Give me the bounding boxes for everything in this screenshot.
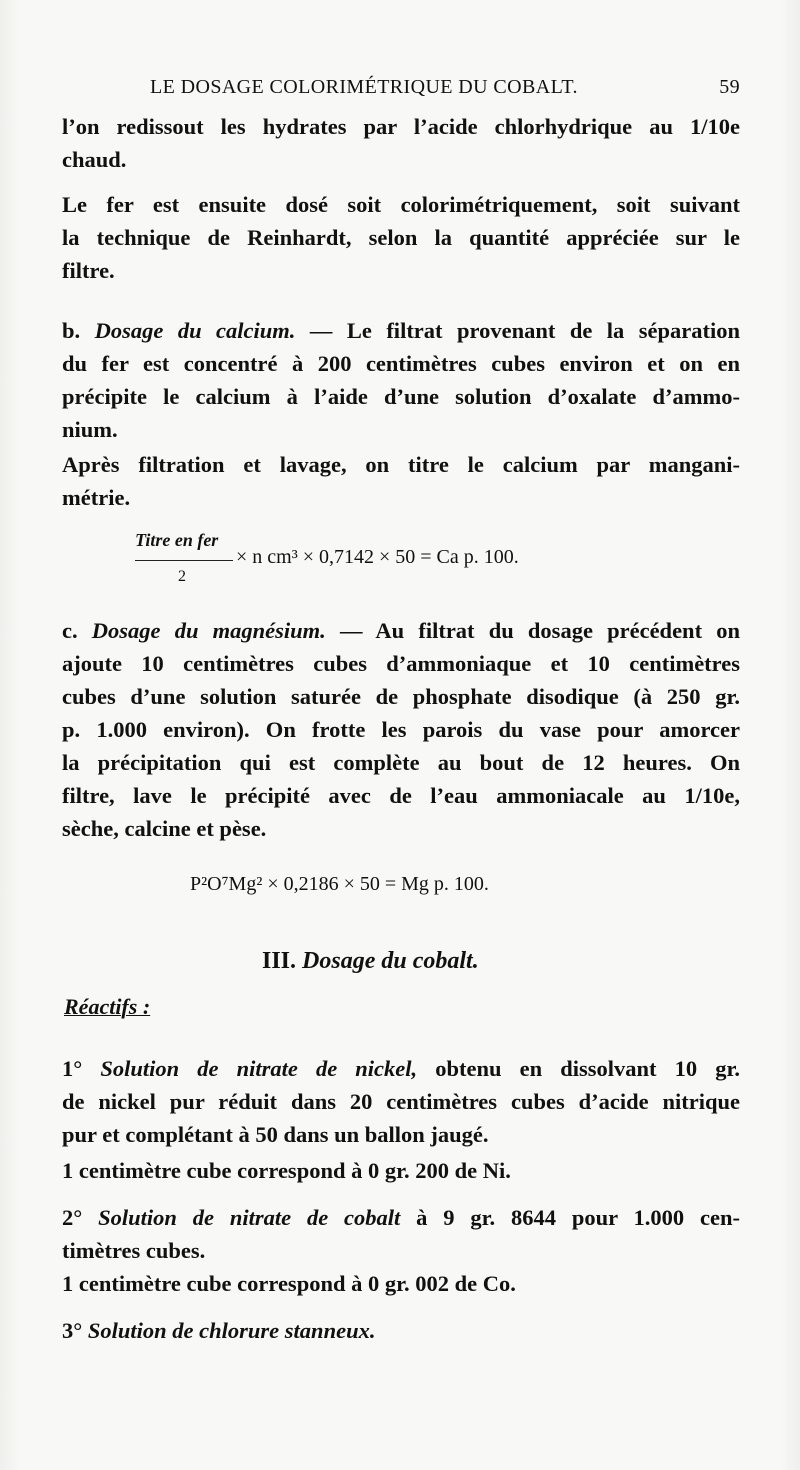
text-line: timètres cubes. [62,1238,206,1263]
text-line: la précipitation qui est complète au bout de 12 heures. On [62,750,740,775]
text-line: nium. [62,417,118,442]
paragraph-heading-line [62,616,740,646]
text-line: filtre, lave le précipité avec de l’eau ammoniacale au 1/10e, [62,783,740,808]
text-line: la technique de Reinhardt, selon la quantité appréciée sur le [62,225,740,250]
text-run: — Au filtrat du dosage précédent on [339,618,740,643]
text-line: de nickel pur réduit dans 20 centimètres cubes d’acide nitrique [62,1089,740,1114]
text-line: ajoute 10 centimètres cubes d’ammoniaque et 10 centimètres [62,651,740,676]
formula-numerator: Titre en fer [135,530,219,550]
magnesium-formula: P²O⁷Mg² × 0,2186 × 50 = Mg p. 100. [190,873,489,895]
section-number: III. [262,948,297,974]
item-label: c. [62,618,78,643]
item-label: 3° [62,1318,83,1343]
subsection-heading: Dosage du magnésium. [91,618,326,643]
subsection-heading: Dosage du calcium. [94,318,296,343]
paragraph-heading-line [62,316,740,346]
fraction-bar [135,560,233,561]
section-heading: Dosage du cobalt. [302,948,479,974]
paragraph-heading-line [62,1203,740,1233]
section-title [262,948,479,975]
text-run: obtenu en dissolvant 10 gr. [435,1056,741,1081]
reagent-heading: Solution de nitrate de nickel, [100,1056,418,1081]
reagent-heading: Solution de chlorure stanneux. [87,1318,376,1343]
paragraph-heading-line [62,1316,740,1346]
text-line: chaud. [62,147,127,172]
calcium-formula: × n cm³ × 0,7142 × 50 = Ca p. 100. [236,546,519,568]
text-line: cubes d’une solution saturée de phosphate disodique (à 250 gr. [62,684,740,709]
text-line: du fer est concentré à 200 centimètres cubes environ et on en [62,351,740,376]
text-line: Après filtration et lavage, on titre le calcium par mangani- [62,452,740,477]
text-run: — Le filtrat provenant de la séparation [309,318,741,343]
item-label: b. [62,318,81,343]
text-line: précipite le calcium à l’aide d’une solution d’oxalate d’ammo- [62,384,740,409]
running-title: LE DOSAGE COLORIMÉTRIQUE DU COBALT. [150,76,578,98]
page-number: 59 [719,76,740,98]
text-run: à 9 gr. 8644 pour 1.000 cen- [416,1205,740,1230]
text-line: Le fer est ensuite dosé soit colorimétriquement, soit suivant [62,192,740,217]
paragraph-heading-line [62,1054,740,1084]
text-line: 1 centimètre cube correspond à 0 gr. 200 de Ni. [62,1158,511,1183]
text-line: métrie. [62,485,131,510]
text-line: 1 centimètre cube correspond à 0 gr. 002 de Co. [62,1271,516,1296]
text-line: pur et complétant à 50 dans un ballon jaugé. [62,1122,489,1147]
item-label: 1° [62,1056,83,1081]
formula-denominator: 2 [178,568,186,585]
text-line: filtre. [62,258,115,283]
text-line: sèche, calcine et pèse. [62,816,267,841]
text-line: l’on redissout les hydrates par l’acide chlorhydrique au 1/10e [62,114,740,139]
page-header [130,76,740,106]
reagents-label: Réactifs : [64,994,151,1019]
reagent-heading: Solution de nitrate de cobalt [98,1205,401,1230]
text-line: p. 1.000 environ). On frotte les parois du vase pour amorcer [62,717,740,742]
item-label: 2° [62,1205,83,1230]
